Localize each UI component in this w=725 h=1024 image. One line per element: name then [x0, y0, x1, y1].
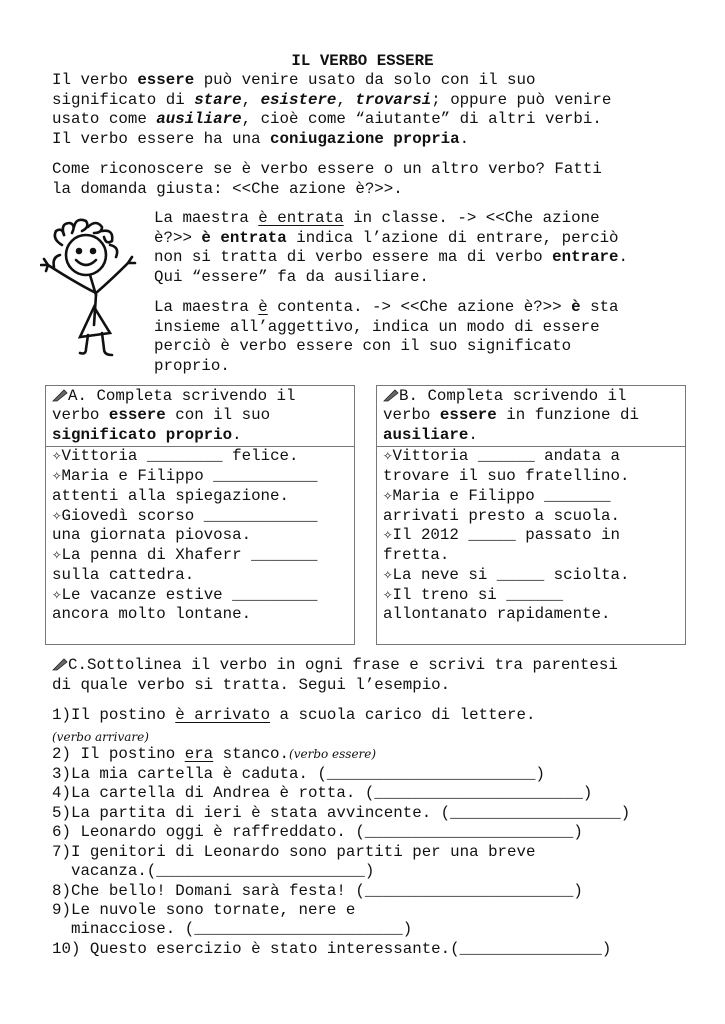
exercise-a-item: ✧Vittoria ________ felice.	[52, 447, 299, 465]
pencil-icon	[52, 657, 68, 671]
exercise-b-item: ✧Il 2012 _____ passato in	[383, 526, 621, 544]
exercise-b-heading-3: ausiliare.	[383, 426, 478, 444]
exercise-b-item: ✧Maria e Filippo _______	[383, 487, 611, 505]
exercise-b-item: ✧Il treno si ______	[383, 586, 564, 604]
exercise-a-heading-3: significato proprio.	[52, 426, 242, 444]
exercise-a-item: ✧Giovedì scorso ____________	[52, 507, 318, 525]
intro-line-1: Il verbo essere può venire usato da solo con il suo	[52, 71, 536, 89]
exercise-b-heading-2: verbo essere in funzione di	[383, 406, 639, 424]
exercise-a-item: ✧Le vacanze estive _________	[52, 586, 318, 604]
exercise-b-heading-1: B. Completa scrivendo il	[383, 387, 627, 407]
example2-line-1: La maestra è contenta. -> <<Che azione è?>> è sta	[154, 298, 619, 316]
exercise-b-item: allontanato rapidamente.	[383, 605, 611, 623]
exercise-b-item: trovare il suo fratellino.	[383, 467, 630, 485]
example1-line-1: La maestra è entrata in classe. -> <<Che azione	[154, 209, 600, 227]
pencil-icon	[52, 388, 68, 402]
exercise-b-item: arrivati presto a scuola.	[383, 507, 620, 525]
sentence-7: 7)I genitori di Leonardo sono partiti per una breve	[52, 843, 536, 861]
example2-line-4: proprio.	[154, 357, 230, 375]
exercise-a-item: attenti alla spiegazione.	[52, 487, 289, 505]
intro-line-4: Il verbo essere ha una coniugazione propria.	[52, 130, 470, 148]
example1-line-3: non si tratta di verbo essere ma di verbo entrare.	[154, 248, 628, 266]
pencil-icon	[383, 388, 399, 402]
example2-line-2: insieme all’aggettivo, indica un modo di essere	[154, 318, 600, 336]
sentence-1-answer: (verbo arrivare)	[52, 730, 149, 744]
exercise-b-item: fretta.	[383, 546, 450, 564]
exercise-a-item: ancora molto lontane.	[52, 605, 252, 623]
girl-drawing-icon	[40, 215, 140, 360]
sentence-6: 6) Leonardo oggi è raffreddato. (______________________)	[52, 823, 583, 841]
example1-line-4: Qui “essere” fa da ausiliare.	[154, 268, 429, 286]
sentence-8: 8)Che bello! Domani sarà festa! (______________________)	[52, 882, 583, 900]
exercise-a-item: una giornata piovosa.	[52, 526, 252, 544]
exercise-a-heading-1: A. Completa scrivendo il	[52, 387, 296, 407]
sentence-9-cont: minacciose. (______________________)	[52, 920, 413, 938]
example2-line-3: perciò è verbo essere con il suo significato	[154, 337, 572, 355]
sentence-10: 10) Questo esercizio è stato interessante.(_______________)	[52, 940, 612, 958]
sentence-1: 1)Il postino è arrivato a scuola carico di lettere.	[52, 706, 536, 724]
exercise-c-heading-2: di quale verbo si tratta. Segui l’esempio.	[52, 676, 451, 694]
sentence-7-cont: vacanza.(______________________)	[52, 862, 375, 880]
example1-line-2: è?>> è entrata indica l’azione di entrare, perciò	[154, 229, 619, 247]
exercise-a-item: ✧La penna di Xhaferr _______	[52, 546, 318, 564]
exercise-a-item: ✧Maria e Filippo ___________	[52, 467, 318, 485]
intro-line-3: usato come ausiliare, cioè come “aiutante” di altri verbi.	[52, 110, 602, 128]
sentence-2: 2) Il postino era stanco.(verbo essere)	[52, 745, 377, 763]
sentence-5: 5)La partita di ieri è stata avvincente. (__________________)	[52, 804, 631, 822]
question-line-2: la domanda giusta: <<Che azione è?>>.	[52, 180, 403, 198]
sentence-9: 9)Le nuvole sono tornate, nere e	[52, 901, 356, 919]
sentence-4: 4)La cartella di Andrea è rotta. (______________________)	[52, 784, 593, 802]
sentence-2-answer: (verbo essere)	[289, 747, 377, 761]
sentence-3: 3)La mia cartella è caduta. (______________________)	[52, 765, 545, 783]
page-title: IL VERBO ESSERE	[291, 52, 434, 70]
exercise-c-heading-1: C.Sottolinea il verbo in ogni frase e scrivi tra parentesi	[52, 656, 618, 676]
exercise-a-item: sulla cattedra.	[52, 566, 195, 584]
exercise-b-item: ✧La neve si _____ sciolta.	[383, 566, 630, 584]
exercise-b-item: ✧Vittoria ______ andata a	[383, 447, 621, 465]
intro-line-2: significato di stare, esistere, trovarsi; oppure può venire	[52, 91, 612, 109]
question-line-1: Come riconoscere se è verbo essere o un altro verbo? Fatti	[52, 160, 602, 178]
exercise-a-heading-2: verbo essere con il suo	[52, 406, 271, 424]
